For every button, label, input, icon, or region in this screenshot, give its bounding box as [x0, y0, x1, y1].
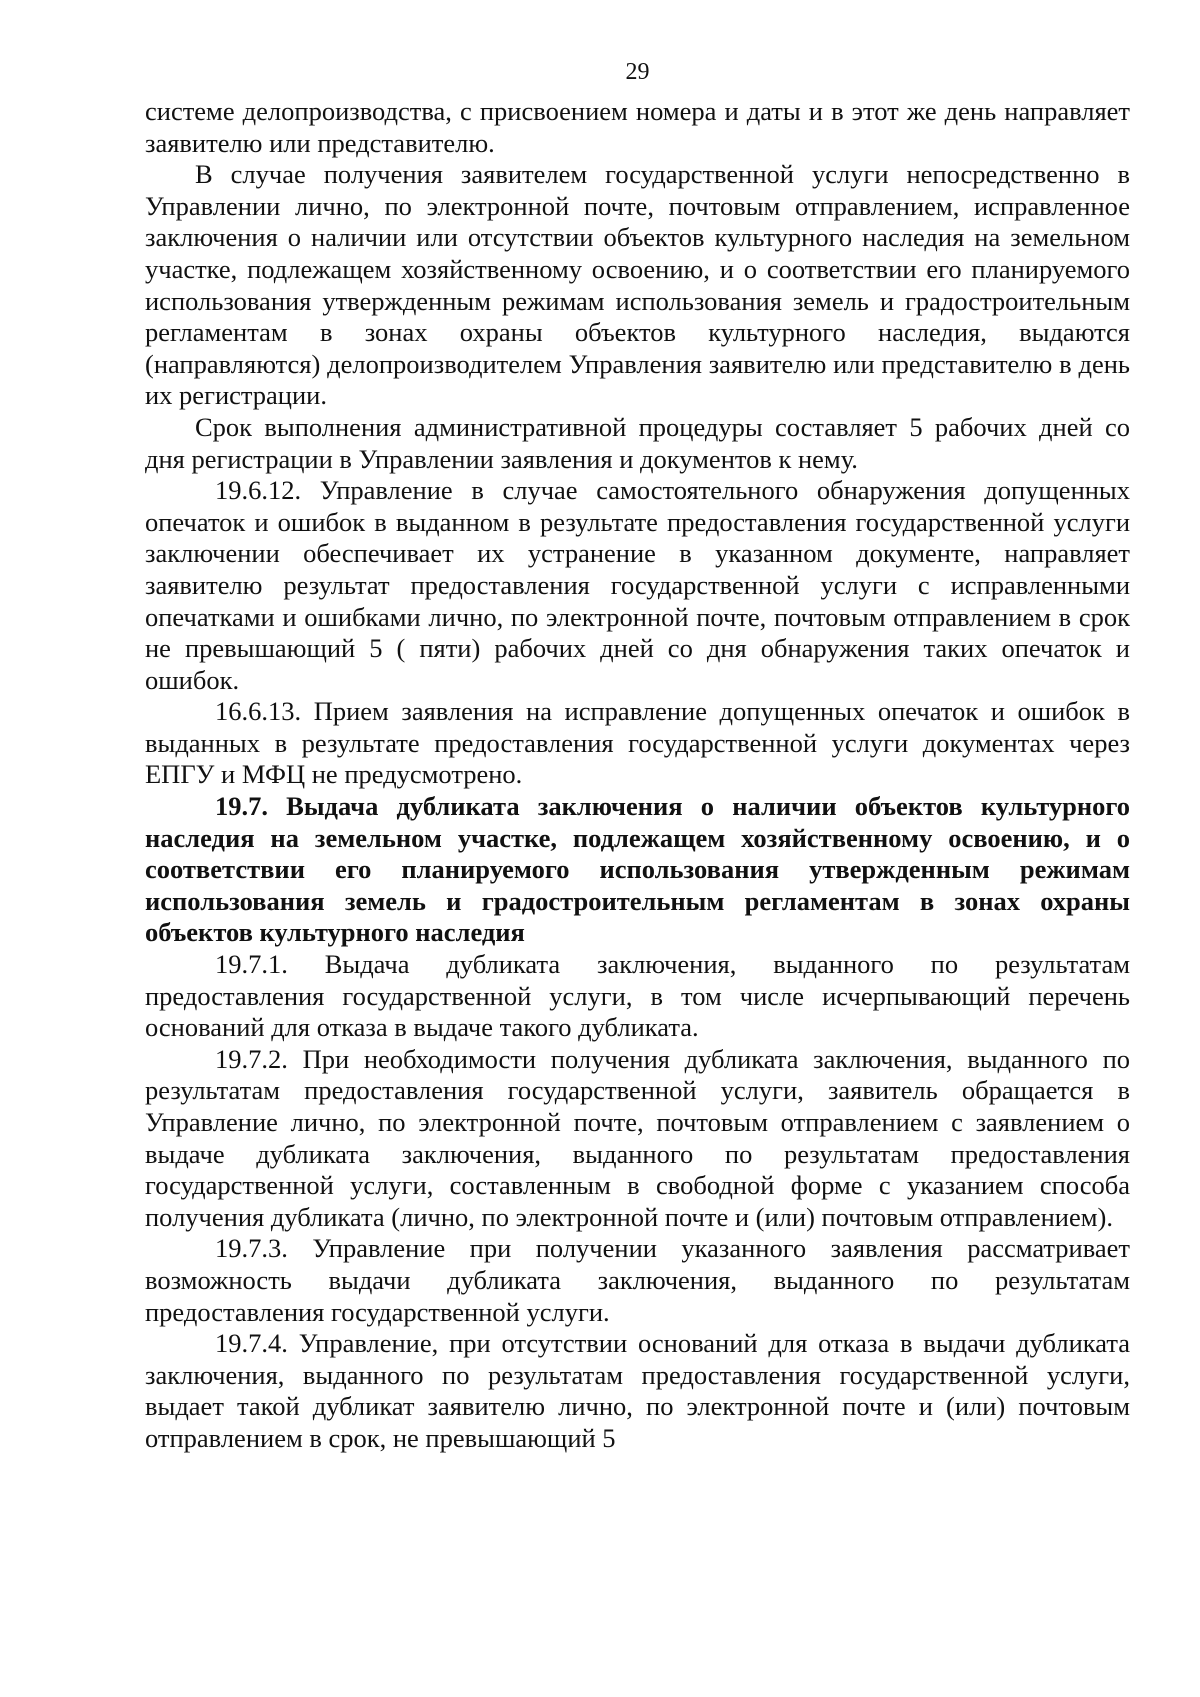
document-page — [145, 56, 1130, 1455]
paragraph-19-7-1: 19.7.1. Выдача дубликата заключения, выданного по результатам предоставления государственной услуги, в том числе исчерпывающий перечень оснований для отказа в выдаче такого дубликата. — [145, 949, 1130, 1043]
paragraph-16-6-13: 16.6.13. Прием заявления на исправление допущенных опечаток и ошибок в выданных в результате предоставления государственной услуги документах через ЕПГУ и МФЦ не предусмотрено. — [145, 696, 1130, 790]
paragraph-19-7-3: 19.7.3. Управление при получении указанного заявления рассматривает возможность выдачи дубликата заключения, выданного по результатам предоставления государственной услуги. — [145, 1233, 1130, 1327]
paragraph-19-7-4: 19.7.4. Управление, при отсутствии оснований для отказа в выдачи дубликата заключения, выданного по результатам предоставления государственной услуги, выдает такой дубликат заявителю лично, по электронной почте и (или) почтовым отправлением в срок, не превышающий 5 — [145, 1328, 1130, 1453]
paragraph-corrected-conclusion-issuance: В случае получения заявителем государственной услуги непосредственно в Управлении лично, по электронной почте, почтовым отправлением, исправленное заключения о наличии или отсутствии объектов культурного наследия на земельном участке, подлежащем хозяйственному освоению, и о соответствии его планируемого использования утвержденным режимам использования земель и градостроительным регламентам в зонах охраны объектов культурного наследия, выдаются (направляются) делопроизводителем Управления заявителю или представителю в день их регистрации. — [145, 159, 1130, 411]
paragraph-19-6-12: 19.6.12. Управление в случае самостоятельного обнаружения допущенных опечаток и ошибок в выданном в результате предоставления государственной услуги заключении обеспечивает их устранение в указанном документе, направляет заявителю результат предоставления государственной услуги с исправленными опечатками и ошибками лично, по электронной почте, почтовым отправлением в срок не превышающий 5 ( пяти) рабочих дней со дня обнаружения таких опечаток и ошибок. — [145, 475, 1130, 695]
paragraph-continuation: системе делопроизводства, с присвоением номера и даты и в этот же день направляет заявителю или представителю. — [145, 96, 1130, 158]
section-heading-19-7: 19.7. Выдача дубликата заключения о наличии объектов культурного наследия на земельном участке, подлежащем хозяйственному освоению, и о соответствии его планируемого использования утвержденным режимам использования земель и градостроительным регламентам в зонах охраны объектов культурного наследия — [145, 791, 1130, 948]
paragraph-19-7-2: 19.7.2. При необходимости получения дубликата заключения, выданного по результатам предоставления государственной услуги, заявитель обращается в Управление лично, по электронной почте, почтовым отправлением с заявлением о выдаче дубликата заключения, выданного по результатам предоставления государственной услуги, составленным в свободной форме с указанием способа получения дубликата (лично, по электронной почте и (или) почтовым отправлением). — [145, 1043, 1130, 1232]
paragraph-procedure-deadline: Срок выполнения административной процедуры составляет 5 рабочих дней со дня регистрации в Управлении заявления и документов к нему. — [145, 411, 1130, 474]
page-number: 29 — [625, 59, 650, 85]
